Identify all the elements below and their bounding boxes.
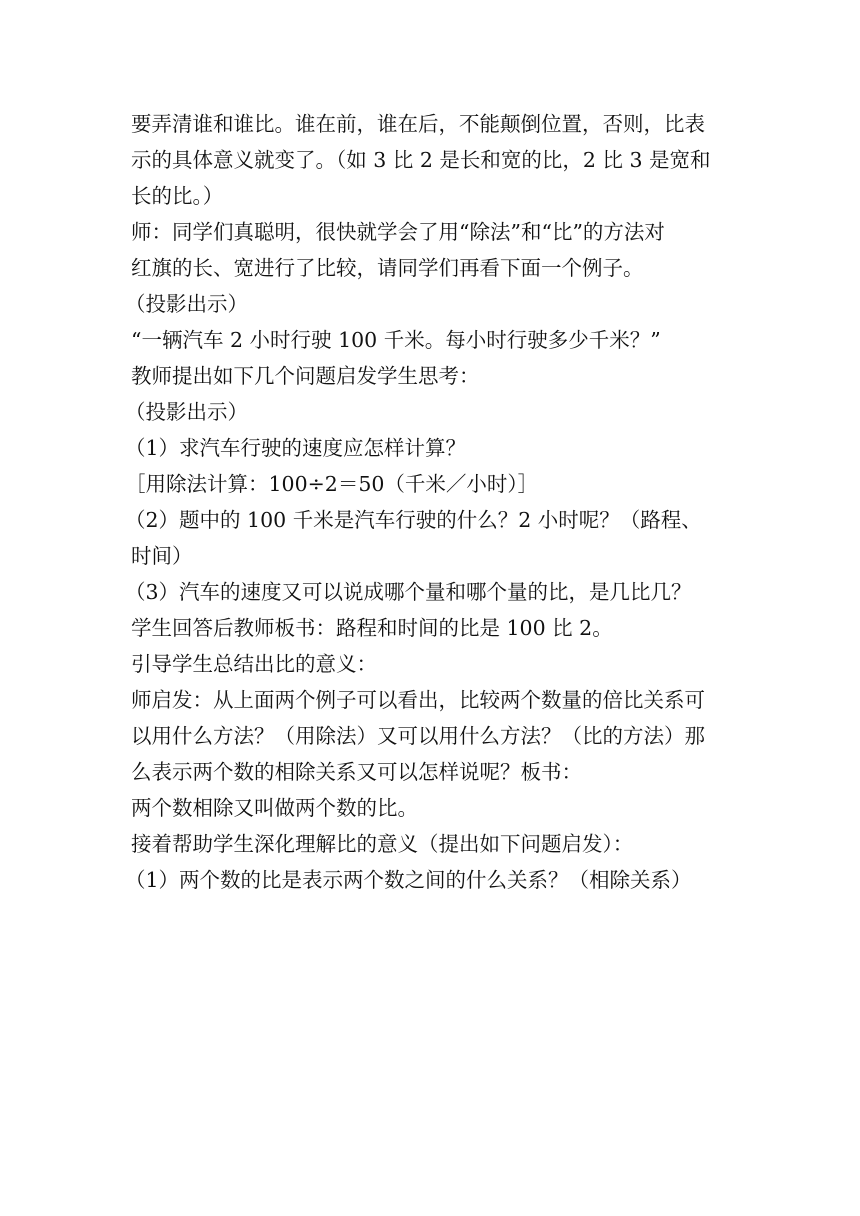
paragraph-line: 要弄清谁和谁比。谁在前，谁在后，不能颠倒位置，否则，比表 [131,112,705,136]
paragraph-line: 学生回答后教师板书：路程和时间的比是 100 比 2。 [131,616,613,640]
document-body [125,106,731,898]
paragraph-line: （3）汽车的速度又可以说成哪个量和哪个量的比，是几比几？ [125,580,692,604]
paragraph-line: （2）题中的 100 千米是汽车行驶的什么？2 小时呢？（路程、 [125,508,702,532]
paragraph-line: ［用除法计算：100÷2＝50（千米／小时）］ [125,472,539,496]
paragraph-line: （1）求汽车行驶的速度应怎样计算？ [125,436,467,460]
paragraph-line: 师：同学们真聪明，很快就学会了用“除法”和“比”的方法对 [131,220,665,244]
paragraph-line: “一辆汽车 2 小时行驶 100 千米。每小时行驶多少千米？” [131,328,661,352]
paragraph-line: 么表示两个数的相除关系又可以怎样说呢？板书： [131,760,582,784]
paragraph-line: 长的比。） [131,184,224,208]
paragraph-line: （1）两个数的比是表示两个数之间的什么关系？（相除关系） [125,868,692,892]
paragraph-line: （投影出示） [125,292,248,316]
paragraph-line: 师启发：从上面两个例子可以看出，比较两个数量的倍比关系可 [131,688,705,712]
paragraph-line: 时间） [131,544,193,568]
paragraph-line: 以用什么方法？（用除法）又可以用什么方法？（比的方法）那 [131,724,705,748]
paragraph-line: （投影出示） [125,400,248,424]
paragraph-line: 示的具体意义就变了。（如 3 比 2 是长和宽的比，2 比 3 是宽和 [131,148,711,172]
paragraph-line: 红旗的长、宽进行了比较，请同学们再看下面一个例子。 [131,256,644,280]
paragraph-line: 教师提出如下几个问题启发学生思考： [131,364,480,388]
paragraph-line: 引导学生总结出比的意义： [131,652,377,676]
paragraph-line: 接着帮助学生深化理解比的意义（提出如下问题启发）： [131,832,634,856]
paragraph-line: 两个数相除又叫做两个数的比。 [131,796,418,820]
